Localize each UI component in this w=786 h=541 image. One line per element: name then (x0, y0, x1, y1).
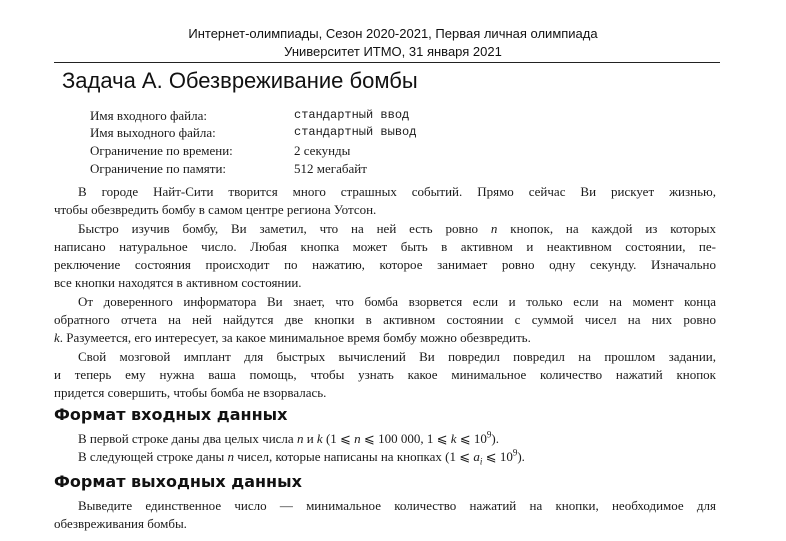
contest-header-line2: Университет ИТМО, 31 января 2021 (284, 44, 502, 59)
text-line: и теперь ему нужна ваша помощь, чтобы узнать какое минимальное количество нажатий кнопок (54, 367, 716, 382)
text-line: все кнопки находятся в активном состоянии. (54, 275, 302, 290)
meta-key: Ограничение по памяти: (90, 161, 227, 176)
text-line: Выведите единственное число — минимальное количество нажатий на кнопки, необходимое для (78, 498, 716, 513)
text-line: Свой мозговой имплант для быстрых вычислений Ви повредил повредил на прошлом задании, (78, 349, 716, 364)
statement-paragraph-4 (54, 348, 716, 402)
statement-paragraph-3 (54, 293, 716, 347)
header-divider (54, 62, 720, 63)
text-line: В следующей строке даны n чисел, которые написаны на кнопках (1 ⩽ $a_i$ ⩽ $10^9$). (78, 447, 525, 467)
statement-paragraph-2 (54, 220, 716, 292)
var-k: k (54, 330, 60, 345)
text-line: обезвреживания бомбы. (54, 516, 187, 531)
text-line: В первой строке даны два целых числа n и k (1 ⩽ n ⩽ 100 000, 1 ⩽ k ⩽ $10^9$). (78, 429, 499, 446)
contest-header-line1: Интернет-олимпиады, Сезон 2020-2021, Первая личная олимпиада (188, 26, 598, 41)
text-line: чтобы обезвредить бомбу в самом центре региона Уотсон. (54, 202, 377, 217)
text-line: От доверенного информатора Ви знает, что бомба взорвется если и только если на момент конца (78, 294, 716, 309)
text-line: реключение состояния происходит по нажатию, которое занимает ровно одну секунду. Изначально (54, 257, 716, 272)
meta-value: стандартный ввод (294, 108, 410, 122)
meta-value: стандартный вывод (294, 125, 417, 139)
problem-title: Задача A. Обезвреживание бомбы (62, 68, 418, 93)
statement-paragraph-1 (54, 183, 716, 219)
input-format-heading: Формат входных данных (54, 405, 288, 424)
meta-key: Ограничение по времени: (90, 143, 233, 158)
output-format-heading: Формат выходных данных (54, 472, 302, 491)
text-line: обратного отчета на ней найдутся две кнопки в активном состоянии с суммой чисел на них ровно (54, 312, 716, 327)
meta-key: Имя выходного файла: (90, 125, 216, 140)
output-format-text (54, 497, 716, 533)
meta-value: 512 мегабайт (294, 161, 367, 176)
text-line: k. Разумеется, его интересует, за какое минимальное время бомбу можно обезвредить. (54, 330, 531, 345)
text-line: придется совершить, чтобы бомба не взорвалась. (54, 385, 327, 400)
text-line: В городе Найт-Сити творится много страшных событий. Прямо сейчас Ви рискует жизнью, (78, 184, 716, 199)
text-line: Быстро изучив бомбу, Ви заметил, что на ней есть ровно n кнопок, на каждой из которых (78, 221, 716, 236)
input-format-text (54, 430, 716, 471)
var-n: n (490, 221, 498, 236)
meta-key: Имя входного файла: (90, 108, 207, 123)
text-line: написано натуральное число. Любая кнопка может быть в активном и неактивном состоянии, пе- (54, 239, 716, 254)
meta-value: 2 секунды (294, 143, 351, 158)
